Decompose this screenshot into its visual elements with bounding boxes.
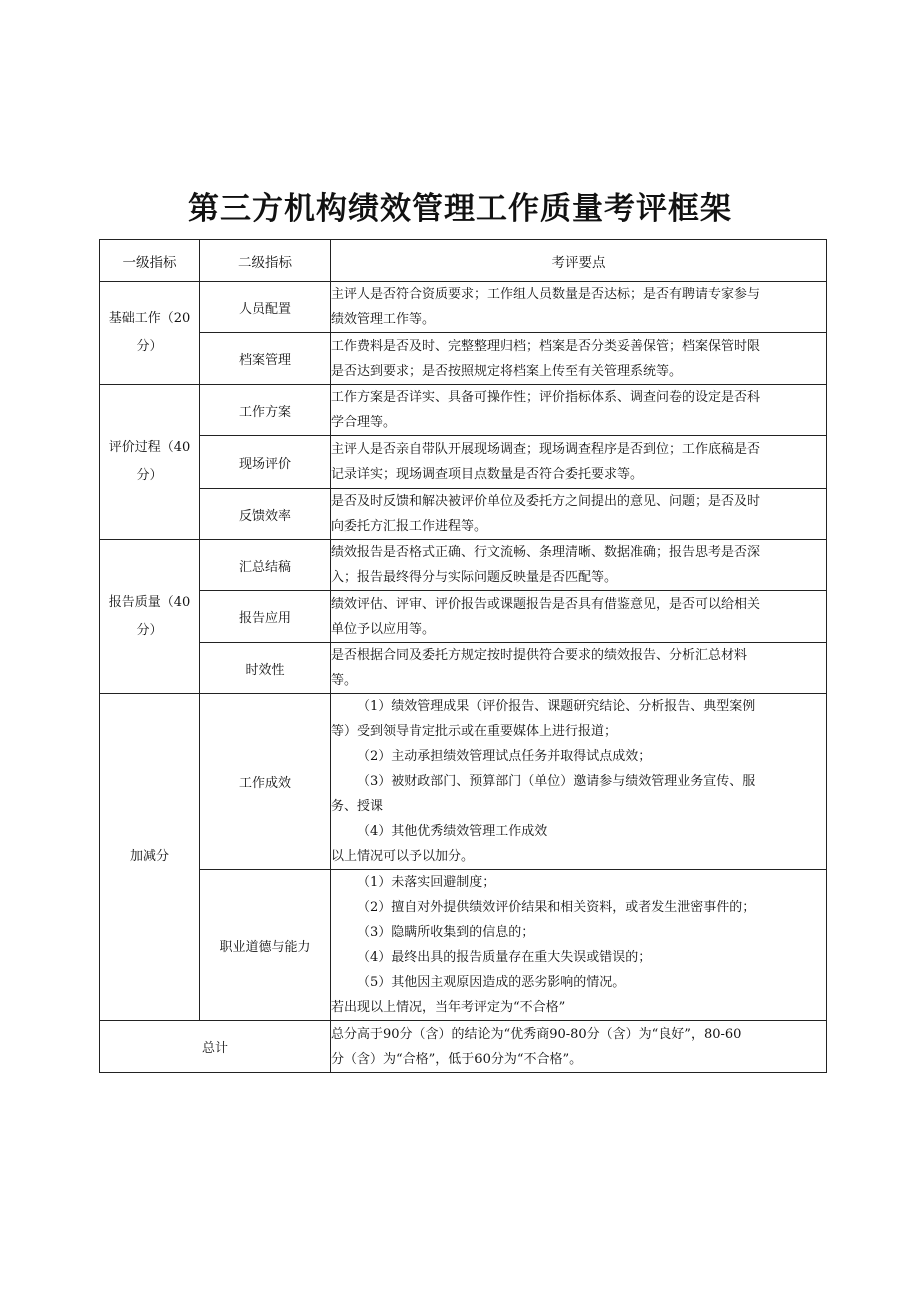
table-row — [100, 489, 827, 540]
points-line: 是否根据合同及委托方规定按时提供符合要求的绩效报告、分析汇总材料 — [331, 648, 748, 663]
points-line: 单位予以应用等。 — [331, 621, 436, 637]
header-level2: 二级指标 — [200, 240, 331, 282]
evaluation-framework-table — [99, 239, 827, 1073]
list-item: （5）其他因主观原因造成的恶劣影响的情况。 — [357, 975, 626, 990]
level2-feedback-efficiency: 反馈效率 — [200, 489, 331, 540]
list-item: （2）擅自对外提供绩效评价结果和相关资料，或者发生泄密事件的； — [357, 900, 756, 915]
level2-timeliness: 时效性 — [200, 643, 331, 694]
points-line: 学合理等。 — [331, 415, 397, 430]
level2-archives: 档案管理 — [200, 333, 331, 385]
list-item: （4）其他优秀绩效管理工作成效 — [357, 824, 548, 839]
points-archives — [331, 333, 827, 385]
level2-work-results: 工作成效 — [200, 694, 331, 870]
list-item: （1）未落实回避制度； — [357, 875, 496, 890]
points-report-application — [331, 591, 827, 643]
total-label: 总计 — [100, 1021, 331, 1073]
level1-basic-work — [100, 282, 200, 385]
list-item: （3）隐瞒所收集到的信息的； — [357, 925, 535, 940]
points-onsite-evaluation — [331, 436, 827, 489]
points-line: 绩效管理工作等。 — [331, 312, 436, 327]
table-row — [100, 333, 827, 385]
list-tail: 以上情况可以予以加分。 — [331, 849, 475, 864]
points-ethics-ability — [331, 870, 827, 1021]
level2-onsite-evaluation: 现场评价 — [200, 436, 331, 489]
points-line: 绩效报告是否格式正确、行文流畅、条理清晰、数据准确；报告思考是否深 — [331, 545, 761, 560]
points-line: 是否达到要求；是否按照规定将档案上传至有关管理系统等。 — [331, 363, 683, 379]
level1-label: 分） — [136, 339, 163, 354]
points-summary-draft — [331, 540, 827, 591]
list-item: 务、授课 — [331, 799, 384, 814]
level2-work-plan: 工作方案 — [200, 385, 331, 436]
list-item: （2）主动承担绩效管理试点任务并取得试点成效； — [357, 749, 652, 764]
points-line: 分（含）为“合格”，低于60分为“不合格”。 — [331, 1051, 583, 1067]
level2-ethics-ability: 职业道德与能力 — [200, 870, 331, 1021]
level1-label: 分） — [136, 622, 163, 638]
header-points: 考评要点 — [331, 240, 827, 282]
level1-report-quality — [100, 540, 200, 694]
level1-label: 加减分 — [129, 849, 169, 864]
table-row — [100, 694, 827, 870]
points-line: 主评人是否亲自带队开展现场调查；现场调查程序是否到位；工作底稿是否 — [331, 442, 761, 457]
total-row — [100, 1021, 827, 1073]
level2-staffing: 人员配置 — [200, 282, 331, 333]
points-work-plan — [331, 385, 827, 436]
list-item: （4）最终出具的报告质量存在重大失误或错误的； — [357, 950, 652, 965]
points-line: 向委托方汇报工作进程等。 — [331, 519, 488, 534]
header-row — [100, 240, 827, 282]
header-level1: 一级指标 — [100, 240, 200, 282]
points-line: 绩效评估、评审、评价报告或课题报告是否具有借鉴意见，是否可以给相关 — [331, 596, 761, 612]
level1-evaluation-process — [100, 385, 200, 540]
points-line: 入；报告最终得分与实际问题反映量是否匹配等。 — [331, 570, 618, 585]
points-feedback-efficiency — [331, 489, 827, 540]
list-item: （1）绩效管理成果（评价报告、课题研究结论、分析报告、典型案例 — [357, 699, 756, 714]
table-row — [100, 282, 827, 333]
level1-bonus-deduction — [100, 694, 200, 1021]
list-tail: 若出现以上情况，当年考评定为“不合格” — [331, 1000, 566, 1015]
level2-report-application: 报告应用 — [200, 591, 331, 643]
points-line: 记录详实；现场调查项目点数量是否符合委托要求等。 — [331, 467, 644, 482]
table-row — [100, 591, 827, 643]
points-line: 是否及时反馈和解决被评价单位及委托方之间提出的意见、问题；是否及时 — [331, 494, 761, 509]
total-points — [331, 1021, 827, 1073]
table-row — [100, 643, 827, 694]
list-item: （3）被财政部门、预算部门（单位）邀请参与绩效管理业务宣传、服 — [357, 774, 756, 789]
level1-label: 评价过程（40 — [108, 440, 191, 455]
points-timeliness — [331, 643, 827, 694]
points-line: 总分高于90分（含）的结论为“优秀商90-80分（含）为“良好”，80-60 — [331, 1026, 742, 1042]
points-line: 工作费料是否及时、完整整理归档；档案是否分类妥善保管；档案保管时限 — [331, 338, 761, 354]
points-line: 等。 — [331, 673, 358, 688]
page-title: 第三方机构绩效管理工作质量考评框架 — [188, 191, 732, 227]
list-item: 等）受到领导肯定批示或在重要媒体上进行报道； — [331, 724, 618, 739]
level2-summary-draft: 汇总结稿 — [200, 540, 331, 591]
table-row — [100, 436, 827, 489]
table-row — [100, 385, 827, 436]
level1-label: 基础工作（20 — [108, 311, 191, 326]
level1-label: 分） — [136, 468, 163, 483]
points-staffing — [331, 282, 827, 333]
points-work-results — [331, 694, 827, 870]
points-line: 工作方案是否详实、具备可操作性；评价指标体系、调查问卷的设定是否科 — [331, 390, 761, 405]
table-row — [100, 870, 827, 1021]
level1-label: 报告质量（40 — [108, 594, 191, 610]
points-line: 主评人是否符合资质要求；工作组人员数量是否达标；是否有聘请专家参与 — [331, 287, 761, 302]
table-row — [100, 540, 827, 591]
